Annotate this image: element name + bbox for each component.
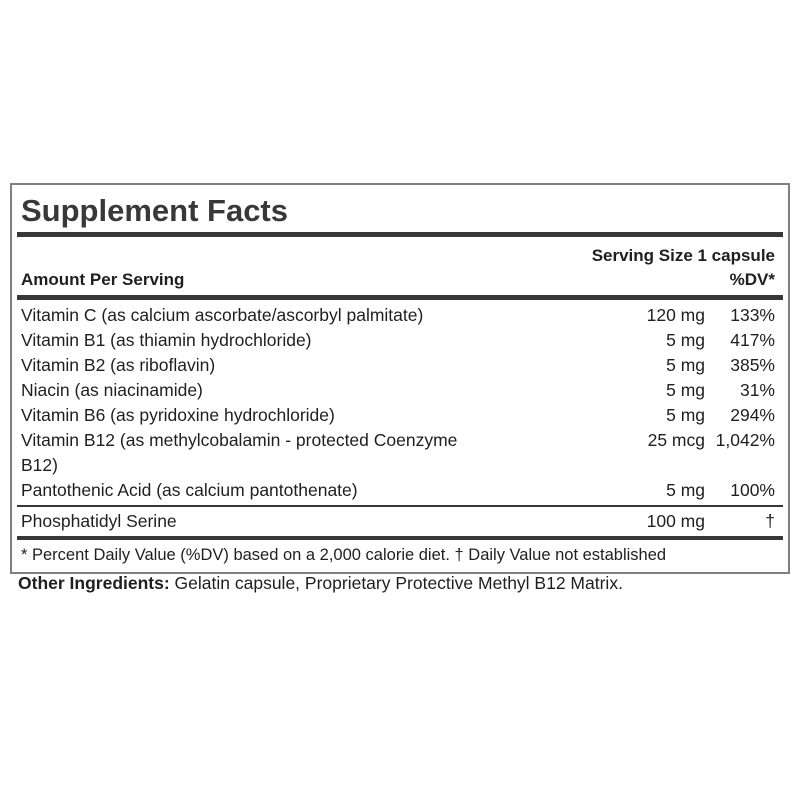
- ingredient-name: Vitamin C (as calcium ascorbate/ascorbyl palmitate): [21, 305, 424, 325]
- nutrient-rows: [17, 300, 783, 503]
- ingredient-dv: 100%: [730, 480, 775, 500]
- amount-per-serving-header: Amount Per Serving: [21, 270, 185, 289]
- panel-title: Supplement Facts: [21, 193, 288, 228]
- ingredient-name: Vitamin B6 (as pyridoxine hydrochloride): [21, 405, 335, 425]
- other-ingredients-text: Gelatin capsule, Proprietary Protective Methyl B12 Matrix.: [169, 573, 623, 593]
- ingredient-name: Phosphatidyl Serine: [21, 511, 177, 531]
- serving-size-text: Serving Size 1 capsule: [591, 246, 775, 265]
- table-row: [17, 478, 783, 503]
- ingredient-dv: 1,042%: [715, 430, 775, 450]
- ingredient-dv: 385%: [730, 355, 775, 375]
- ingredient-dv: 133%: [730, 305, 775, 325]
- ingredient-dv: †: [765, 511, 775, 531]
- ingredient-name: Niacin (as niacinamide): [21, 380, 203, 400]
- ingredient-dv: 31%: [739, 380, 775, 400]
- supplement-facts-panel: [10, 183, 790, 574]
- ingredient-name: Vitamin B1 (as thiamin hydrochloride): [21, 330, 312, 350]
- ingredient-dv: 417%: [730, 330, 775, 350]
- footnote-divider-rule: [17, 536, 783, 540]
- ingredient-amount: 120 mg: [646, 305, 705, 325]
- table-row: [17, 303, 783, 328]
- percent-dv-header: %DV*: [729, 270, 775, 289]
- ingredient-dv: 294%: [730, 405, 775, 425]
- ingredient-name: Vitamin B2 (as riboflavin): [21, 355, 216, 375]
- table-row: [17, 353, 783, 378]
- table-row: [17, 509, 783, 536]
- daily-value-footnote: * Percent Daily Value (%DV) based on a 2,000 calorie diet. † Daily Value not established: [21, 546, 667, 564]
- table-row: [17, 403, 783, 428]
- ingredient-amount: 100 mg: [646, 511, 705, 531]
- ingredient-name: Vitamin B12 (as methylcobalamin - protected Coenzyme B12): [21, 430, 458, 475]
- secondary-divider-rule: [17, 505, 783, 507]
- ingredient-name: Pantothenic Acid (as calcium pantothenate): [21, 480, 358, 500]
- table-row: [17, 328, 783, 353]
- ingredient-amount: 25 mcg: [647, 430, 705, 450]
- table-row: [17, 378, 783, 403]
- other-ingredients-line: [18, 573, 782, 593]
- secondary-nutrient-rows: [17, 509, 783, 536]
- ingredient-amount: 5 mg: [666, 405, 705, 425]
- table-row: [17, 428, 783, 478]
- column-header-row: [17, 270, 783, 289]
- ingredient-amount: 5 mg: [666, 480, 705, 500]
- ingredient-amount: 5 mg: [666, 355, 705, 375]
- ingredient-amount: 5 mg: [666, 330, 705, 350]
- other-ingredients-label: Other Ingredients:: [18, 573, 170, 593]
- ingredient-amount: 5 mg: [666, 380, 705, 400]
- title-divider-rule: [17, 232, 783, 237]
